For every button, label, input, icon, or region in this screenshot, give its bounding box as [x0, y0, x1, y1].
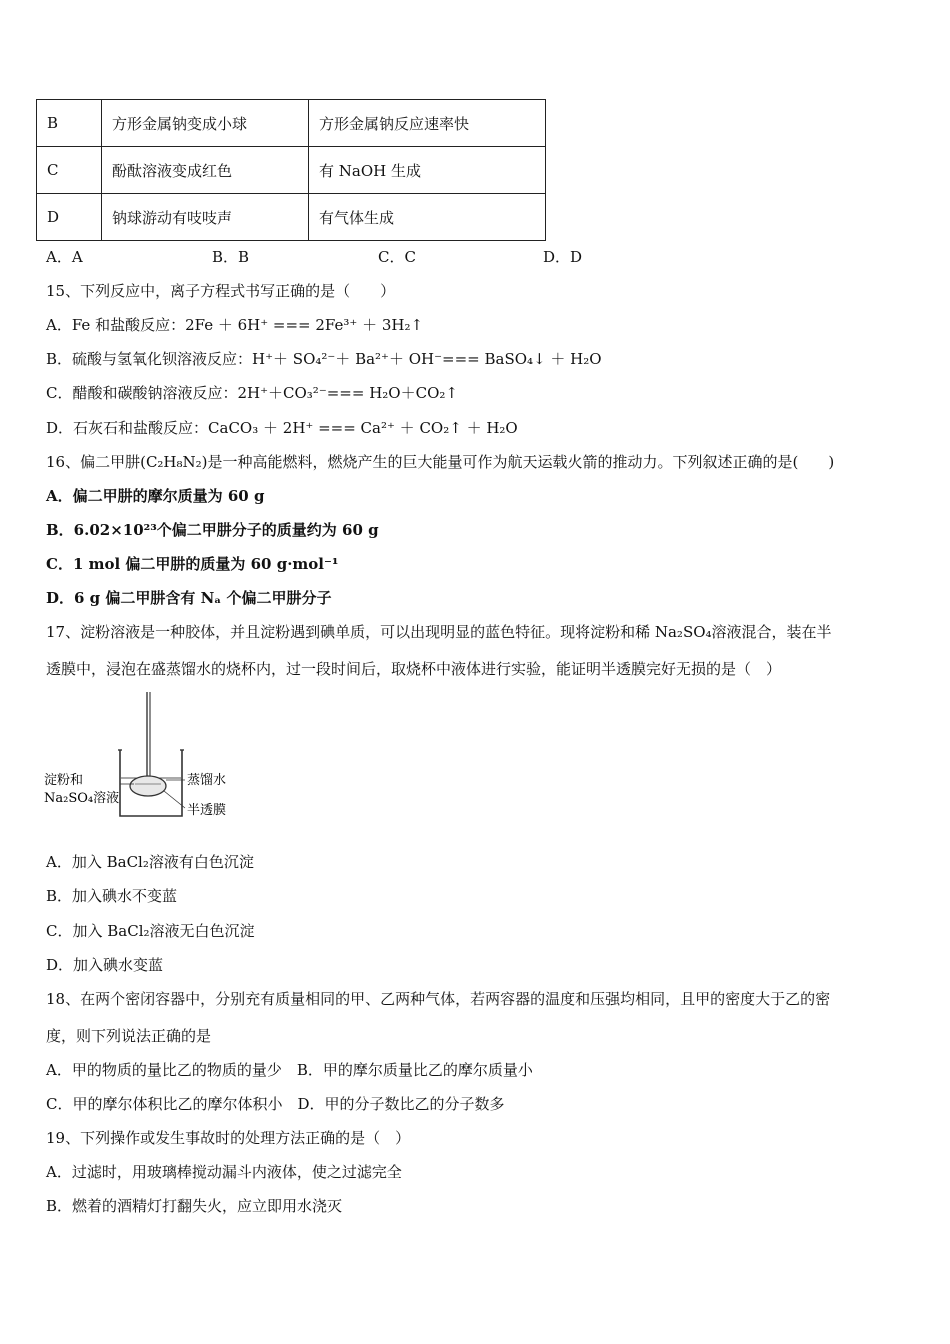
q16-option-d[interactable]: D．6 g 偏二甲肼含有 Nₐ 个偏二甲肼分子	[46, 589, 332, 607]
q18-options-cd[interactable]: C．甲的摩尔体积比乙的摩尔体积小 D．甲的分子数比乙的分子数多	[46, 1095, 505, 1113]
q15-option-c[interactable]: C．醋酸和碳酸钠溶液反应：2H⁺＋CO₃²⁻=== H₂O＋CO₂↑	[46, 384, 458, 402]
label-na2so4: Na₂SO₄溶液	[44, 791, 120, 806]
dialysis-figure	[40, 688, 240, 828]
q19-option-a[interactable]: A．过滤时，用玻璃棒搅动漏斗内液体，使之过滤完全	[46, 1163, 402, 1181]
q15-option-d[interactable]: D．石灰石和盐酸反应：CaCO₃ ＋ 2H⁺ === Ca²⁺ ＋ CO₂↑ ＋ H₂O	[46, 419, 518, 437]
answer-choice-c[interactable]: C．C	[378, 248, 416, 266]
row-explanation: 方形金属钠反应速率快	[309, 100, 546, 147]
q16-option-b[interactable]: B．6.02×10²³个偏二甲肼分子的质量约为 60 g	[46, 521, 379, 539]
q17-option-d[interactable]: D．加入碘水变蓝	[46, 956, 164, 974]
label-membrane: 半透膜	[187, 803, 227, 818]
q17-option-b[interactable]: B．加入碘水不变蓝	[46, 887, 178, 905]
q18-stem-line1: 18、在两个密闭容器中，分别充有质量相同的甲、乙两种气体，若两容器的温度和压强均相同，且甲的密度大于乙的密	[46, 990, 831, 1008]
label-starch: 淀粉和	[44, 773, 84, 788]
row-explanation: 有 NaOH 生成	[309, 147, 546, 194]
table-row	[37, 100, 546, 147]
answer-choice-d[interactable]: D．D	[543, 248, 583, 266]
q16-option-a[interactable]: A．偏二甲肼的摩尔质量为 60 g	[46, 487, 265, 505]
options-table	[36, 99, 546, 241]
q17-option-c[interactable]: C．加入 BaCl₂溶液无白色沉淀	[46, 922, 255, 940]
q18-options-ab[interactable]: A．甲的物质的量比乙的物质的量少 B．甲的摩尔质量比乙的摩尔质量小	[46, 1061, 533, 1079]
row-label: B	[37, 100, 102, 147]
q17-stem-line2: 透膜中，浸泡在盛蒸馏水的烧杯内，过一段时间后，取烧杯中液体进行实验，能证明半透膜完好无损的是（ ）	[46, 660, 782, 678]
row-phenomenon: 酚酞溶液变成红色	[102, 147, 309, 194]
label-distilled-water: 蒸馏水	[187, 773, 227, 788]
row-phenomenon: 方形金属钠变成小球	[102, 100, 309, 147]
q15-option-b[interactable]: B．硫酸与氢氧化钡溶液反应：H⁺＋ SO₄²⁻＋ Ba²⁺＋ OH⁻=== BaSO₄↓ ＋ H₂O	[46, 350, 602, 368]
beaker-diagram	[40, 688, 240, 828]
q19-option-b[interactable]: B．燃着的酒精灯打翻失火，应立即用水浇灭	[46, 1197, 343, 1215]
q15-stem: 15、下列反应中，离子方程式书写正确的是（ ）	[46, 282, 396, 300]
row-label: C	[37, 147, 102, 194]
q15-option-a[interactable]: A．Fe 和盐酸反应：2Fe ＋ 6H⁺ === 2Fe³⁺ ＋ 3H₂↑	[46, 316, 424, 334]
row-phenomenon: 钠球游动有吱吱声	[102, 194, 309, 241]
q18-stem-line2: 度，则下列说法正确的是	[46, 1027, 212, 1045]
row-explanation: 有气体生成	[309, 194, 546, 241]
q16-option-c[interactable]: C．1 mol 偏二甲肼的质量为 60 g·mol⁻¹	[46, 555, 339, 573]
q16-stem: 16、偏二甲肼(C₂H₈N₂)是一种高能燃料，燃烧产生的巨大能量可作为航天运载火箭的推动力。下列叙述正确的是( )	[46, 453, 835, 471]
q17-option-a[interactable]: A．加入 BaCl₂溶液有白色沉淀	[46, 853, 254, 871]
q17-stem-line1: 17、淀粉溶液是一种胶体，并且淀粉遇到碘单质，可以出现明显的蓝色特征。现将淀粉和稀 Na₂SO₄溶液混合，装在半	[46, 623, 832, 641]
table-row	[37, 194, 546, 241]
table-row	[37, 147, 546, 194]
row-label: D	[37, 194, 102, 241]
q19-stem: 19、下列操作或发生事故时的处理方法正确的是（ ）	[46, 1129, 411, 1147]
answer-choice-b[interactable]: B．B	[212, 248, 250, 266]
answer-choice-a[interactable]: A．A	[46, 248, 83, 266]
